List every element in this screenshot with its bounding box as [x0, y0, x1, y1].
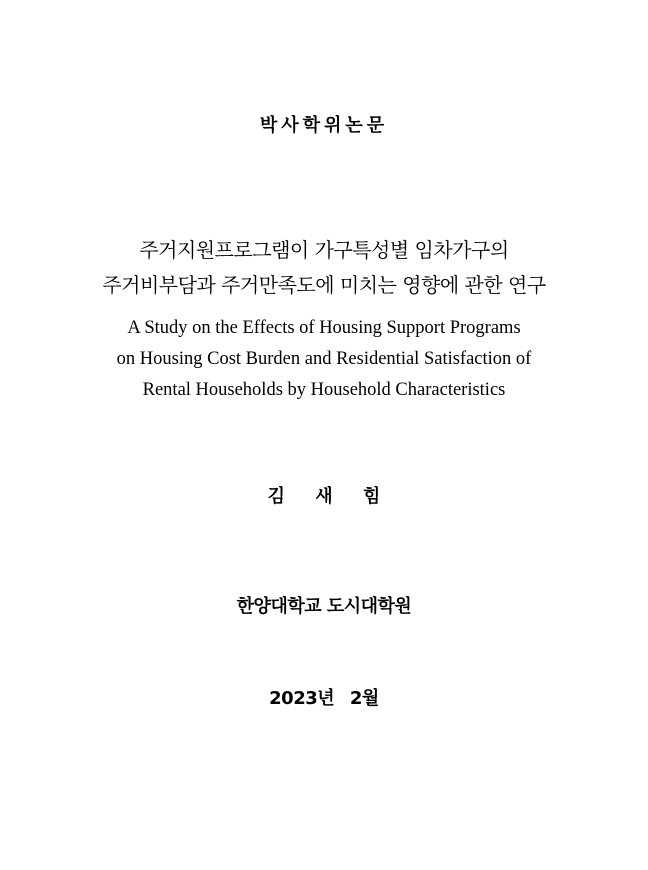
korean-title-line-2: 주거비부담과 주거만족도에 미치는 영향에 관한 연구: [102, 273, 546, 297]
english-title-line-3: Rental Households by Household Characteristics: [142, 380, 506, 400]
author-name: 김 새 힘: [267, 486, 381, 507]
degree-type-heading: 박사학위논문: [259, 115, 389, 136]
submission-date: 2023년 2월: [269, 688, 379, 709]
english-title-line-2: on Housing Cost Burden and Residential Satisfaction of: [116, 349, 532, 369]
english-title-line-1: A Study on the Effects of Housing Support Programs: [127, 318, 521, 338]
institution-name: 한양대학교 도시대학원: [236, 596, 412, 617]
korean-title-line-1: 주거지원프로그램이 가구특성별 임차가구의: [139, 238, 509, 262]
